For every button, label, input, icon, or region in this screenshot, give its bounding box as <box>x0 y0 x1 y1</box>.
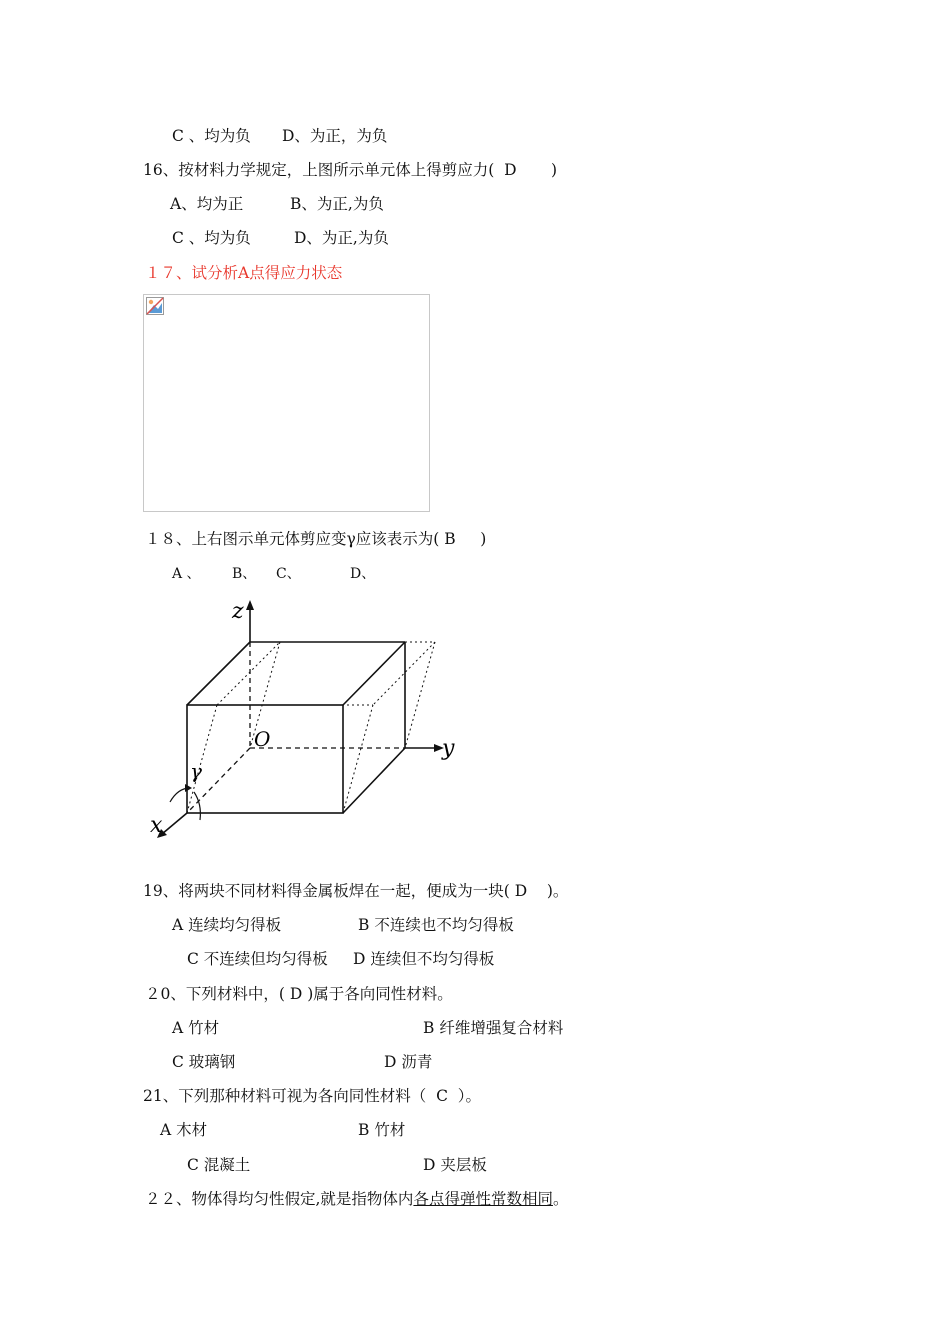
q15-option-c: C 、均为负 <box>172 127 251 145</box>
q19-option-b: B 不连续也不均匀得板 <box>358 916 514 934</box>
q21-option-a: A 木材 <box>160 1121 208 1139</box>
q16-option-b: B、为正,为负 <box>290 195 384 213</box>
q21-option-b: B 竹材 <box>358 1121 406 1139</box>
z-label: z <box>232 599 244 624</box>
gamma-label: γ <box>190 759 202 783</box>
q20-option-a: A 竹材 <box>172 1019 220 1037</box>
o-label: O <box>254 727 271 751</box>
q20-option-c: C 玻璃钢 <box>172 1053 236 1071</box>
q19-stem: 19、将两块不同材料得金属板焊在一起，便成为一块( D )。 <box>143 882 569 900</box>
q22-answer: 各点得弹性常数相同 <box>413 1190 553 1208</box>
q18-stem: １８、上右图示单元体剪应变γ应该表示为( B ) <box>145 530 487 548</box>
q20-option-d: D 沥青 <box>384 1053 433 1071</box>
shear-strain-cube-figure <box>140 592 470 842</box>
q18-option-d: D、 <box>350 566 376 582</box>
q21-option-c: C 混凝土 <box>187 1156 251 1174</box>
q16-option-d: D、为正,为负 <box>294 229 389 247</box>
x-axis <box>162 813 187 834</box>
q16-option-c: C 、均为负 <box>172 229 251 247</box>
q16-option-a: A、均为正 <box>170 195 244 213</box>
q18-option-a: A 、 <box>172 566 201 582</box>
q15-option-d: D、为正，为负 <box>282 127 388 145</box>
q19-option-a: A 连续均匀得板 <box>172 916 282 934</box>
q18-option-c: C、 <box>276 566 301 582</box>
broken-image-icon <box>146 297 164 315</box>
q21-stem: 21、下列那种材料可视为各向同性材料（ C ）。 <box>143 1087 482 1105</box>
q21-option-d: D 夹层板 <box>423 1156 487 1174</box>
q22-statement <box>145 1189 568 1209</box>
gamma-arc-right <box>194 792 200 820</box>
q20-option-b: B 纤维增强复合材料 <box>423 1019 564 1037</box>
q17-image-placeholder <box>143 294 430 512</box>
z-axis-arrow <box>246 600 254 610</box>
q20-stem: ２0、下列材料中，( D )属于各向同性材料。 <box>145 985 453 1003</box>
q16-stem: 16、按材料力学规定，上图所示单元体上得剪应力( D ) <box>143 161 558 179</box>
cube-front-face <box>187 705 343 813</box>
q22-prefix: ２２、物体得均匀性假定,就是指物体内 <box>145 1190 414 1208</box>
q22-suffix: 。 <box>552 1190 569 1208</box>
q17-stem: １７、试分析A点得应力状态 <box>145 264 343 282</box>
x-label: x <box>150 813 163 838</box>
q18-option-b: B、 <box>232 566 257 582</box>
q19-option-c: C 不连续但均匀得板 <box>187 950 328 968</box>
y-label: y <box>442 736 455 761</box>
q19-option-d: D 连续但不均匀得板 <box>353 950 495 968</box>
